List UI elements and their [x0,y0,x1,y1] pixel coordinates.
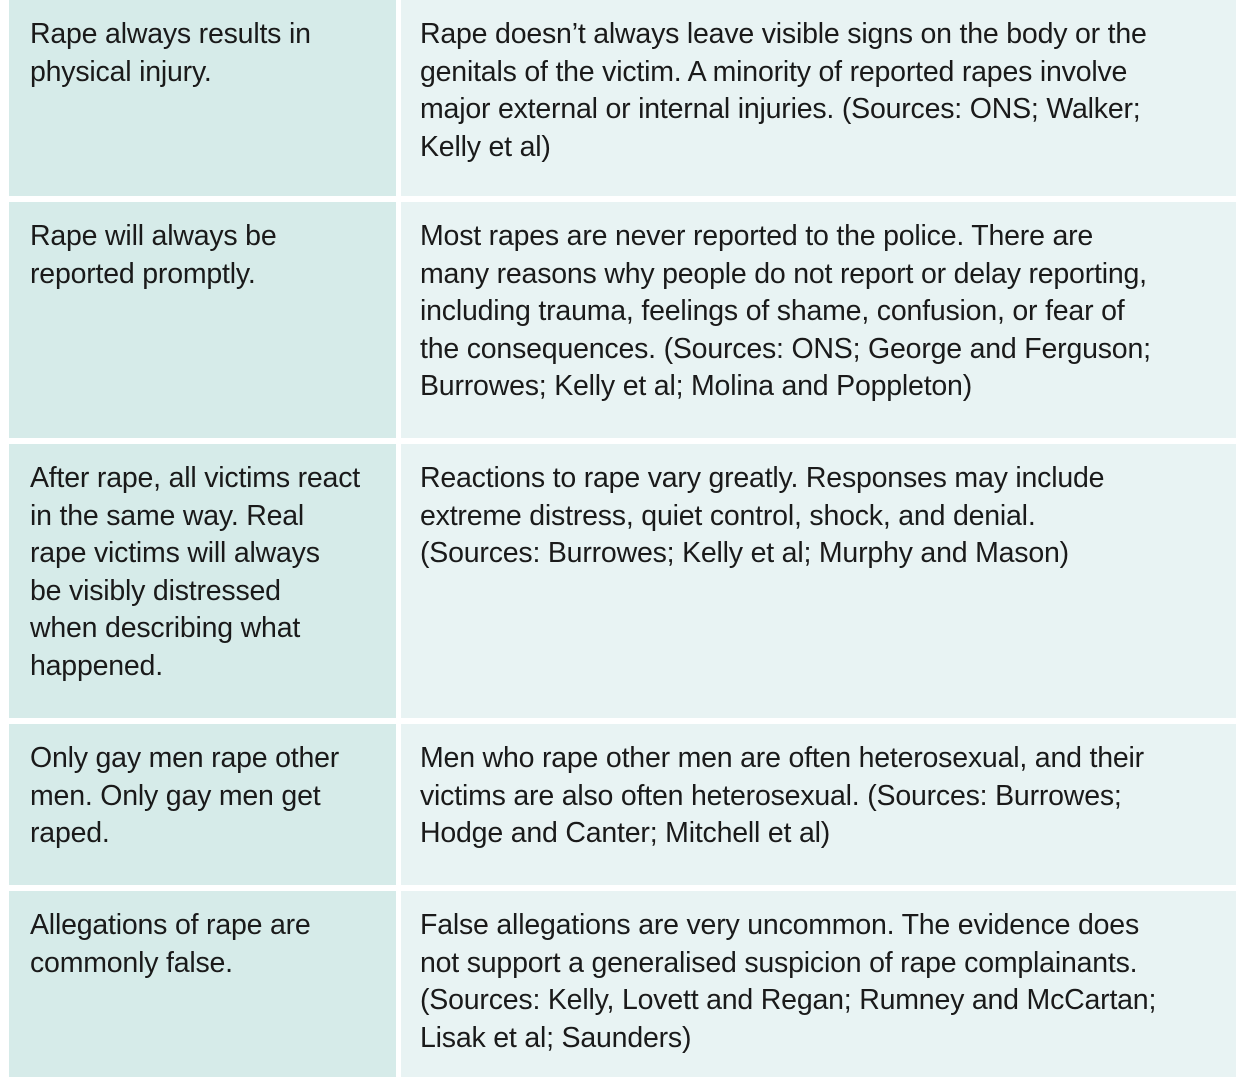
myth-cell: Only gay men rape other men. Only gay men get raped. [9,724,396,885]
table-row [0,891,1246,1077]
fact-cell: Men who rape other men are often heterosexual, and their victims are also often heterosexual. (Sources: Burrowes; Hodge and Canter; Mitchell et al) [401,724,1236,885]
fact-cell: Reactions to rape vary greatly. Responses may include extreme distress, quiet control, shock, and denial. (Sources: Burrowes; Kelly et al; Murphy and Mason) [401,444,1236,718]
table-row [0,724,1246,885]
table-row [0,202,1246,438]
table-row [0,0,1246,196]
myth-cell: After rape, all victims react in the same way. Real rape victims will always be visibly distressed when describing what happened. [9,444,396,718]
table-row [0,444,1246,718]
fact-cell: Rape doesn’t always leave visible signs on the body or the genitals of the victim. A minority of reported rapes involve major external or internal injuries. (Sources: ONS; Walker; Kelly et al) [401,0,1236,196]
fact-cell: Most rapes are never reported to the police. There are many reasons why people do not report or delay reporting, including trauma, feelings of shame, confusion, or fear of the consequences. (Sources: ONS; George and Ferguson; Burrowes; Kelly et al; Molina and Poppleton) [401,202,1236,438]
myth-cell: Rape always results in physical injury. [9,0,396,196]
myth-cell: Rape will always be reported promptly. [9,202,396,438]
myth-cell: Allegations of rape are commonly false. [9,891,396,1077]
fact-cell: False allegations are very uncommon. The evidence does not support a generalised suspicion of rape complainants. (Sources: Kelly, Lovett and Regan; Rumney and McCartan; Lisak et al; Saunders) [401,891,1236,1077]
